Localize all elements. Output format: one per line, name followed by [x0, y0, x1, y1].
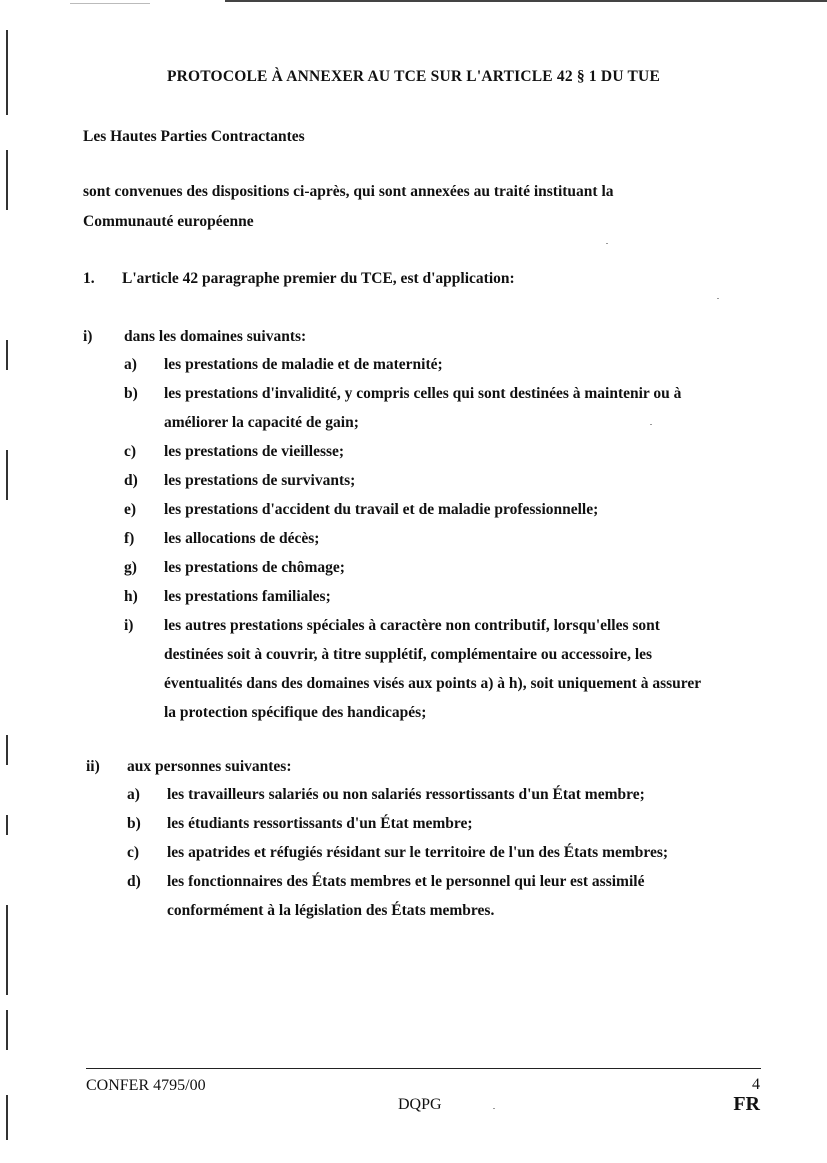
scan-edge-left-5 — [6, 735, 8, 765]
footer-department: DQPG — [398, 1096, 442, 1113]
part-i-item-letter: g) — [124, 559, 137, 576]
part-i-item-text: les prestations d'accident du travail et de maladie professionnelle; — [164, 501, 599, 518]
part-i-item-letter: h) — [124, 588, 138, 605]
part-i-item-letter: a) — [124, 356, 137, 373]
part-i-item-text: les prestations familiales; — [164, 588, 331, 605]
part-i-item-letter: c) — [124, 443, 137, 460]
part-i-item-text: les prestations de vieillesse; — [164, 443, 345, 460]
scan-speck — [493, 1108, 495, 1109]
part-i-number: i) — [83, 328, 93, 345]
part-ii-item-text: les étudiants ressortissants d'un État membre; — [167, 815, 473, 832]
parties-heading: Les Hautes Parties Contractantes — [83, 128, 305, 145]
intro-line-2: Communauté européenne — [83, 213, 254, 230]
footer-page-number: 4 — [752, 1076, 760, 1093]
part-i-item-text: les prestations de chômage; — [164, 559, 345, 576]
part-ii-item-letter: c) — [127, 844, 140, 861]
part-i-item-text: améliorer la capacité de gain; — [164, 414, 359, 431]
part-i-item-letter: e) — [124, 501, 137, 518]
part-i-item-text: les prestations d'invalidité, y compris celles qui sont destinées à maintenir ou à — [164, 385, 682, 402]
section-text: L'article 42 paragraphe premier du TCE, est d'application: — [122, 270, 515, 287]
section-number: 1. — [83, 270, 95, 287]
document-title: PROTOCOLE À ANNEXER AU TCE SUR L'ARTICLE 42 § 1 DU TUE — [166, 68, 660, 85]
scan-edge-left-4 — [6, 450, 8, 500]
part-ii-item-letter: a) — [127, 786, 140, 803]
scan-edge-left-7 — [6, 905, 8, 995]
scan-speck — [650, 424, 652, 425]
part-ii-item-text: les travailleurs salariés ou non salariés ressortissants d'un État membre; — [167, 786, 645, 803]
part-i-heading: dans les domaines suivants: — [124, 328, 307, 345]
part-i-item-letter: f) — [124, 530, 135, 547]
scan-edge-left-9 — [6, 1095, 8, 1140]
part-ii-item-text: conformément à la législation des États membres. — [167, 902, 495, 919]
intro-line-1: sont convenues des dispositions ci-après, qui sont annexées au traité instituant la — [83, 183, 614, 200]
part-i-item-text: la protection spécifique des handicapés; — [164, 704, 427, 721]
part-ii-item-text: les fonctionnaires des États membres et le personnel qui leur est assimilé — [167, 873, 645, 890]
scan-speck — [717, 298, 719, 299]
part-ii-item-letter: b) — [127, 815, 141, 832]
scan-edge-top-left — [70, 3, 150, 4]
part-i-item-letter: i) — [124, 617, 134, 634]
footer-language: FR — [733, 1093, 760, 1115]
part-i-item-text: destinées soit à couvrir, à titre supplétif, complémentaire ou accessoire, les — [164, 646, 653, 663]
part-i-item-text: les autres prestations spéciales à caractère non contributif, lorsqu'elles sont — [164, 617, 660, 634]
part-ii-heading: aux personnes suivantes: — [127, 758, 292, 775]
part-i-item-letter: b) — [124, 385, 138, 402]
part-i-item-text: les prestations de maladie et de maternité; — [164, 356, 443, 373]
scan-edge-left-8 — [6, 1010, 8, 1050]
footer-rule — [86, 1068, 761, 1069]
part-i-item-letter: d) — [124, 472, 138, 489]
footer-doc-ref: CONFER 4795/00 — [86, 1077, 206, 1094]
part-i-item-text: les prestations de survivants; — [164, 472, 356, 489]
scan-edge-left-2 — [6, 150, 8, 210]
scan-edge-left-3 — [6, 340, 8, 370]
scan-speck — [606, 243, 608, 244]
scan-edge-top — [225, 0, 827, 2]
part-ii-item-letter: d) — [127, 873, 141, 890]
part-i-item-text: éventualités dans des domaines visés aux points a) à h), soit uniquement à assurer — [164, 675, 702, 692]
scan-edge-left-6 — [6, 815, 8, 835]
part-ii-number: ii) — [86, 758, 100, 775]
part-ii-item-text: les apatrides et réfugiés résidant sur le territoire de l'un des États membres; — [167, 844, 669, 861]
part-i-item-text: les allocations de décès; — [164, 530, 320, 547]
